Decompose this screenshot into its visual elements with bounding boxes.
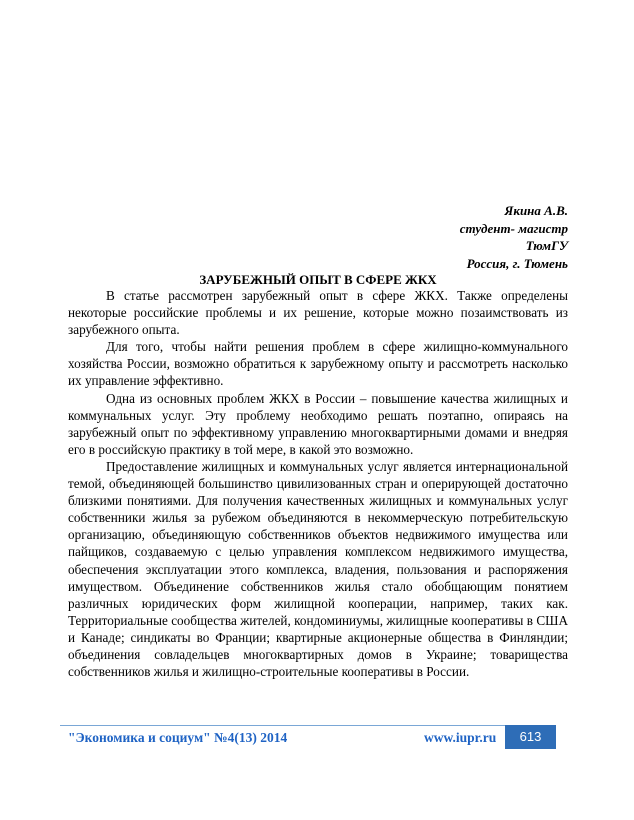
author-block [460,202,568,272]
paragraph-2: Для того, чтобы найти решения проблем в сфере жилищно-коммунального хозяйства России, возможно обратиться к зарубежному опыту и рассмотреть насколько их управление эффективно. [68,339,568,389]
author-university: ТюмГУ [525,238,568,254]
author-name: Якина А.В. [504,203,568,218]
site-link[interactable]: www.iupr.ru [424,730,497,745]
paragraph-3: Одна из основных проблем ЖКХ в России – повышение качества жилищных и коммунальных услуг. Эту проблему необходимо решать поэтапно, опираясь на зарубежный опыт по эффективному управлению многоквартирными домами и внедряя его в российскую практику в той мере, в какой это возможно. [68,390,568,457]
journal-name: "Экономика и социум" №4(13) 2014 [68,730,288,745]
footer-divider [60,725,556,726]
paragraph-4: Предоставление жилищных и коммунальных услуг является интернациональной темой, объединяющей большинство цивилизованных стран и оперирующей достаточно близкими понятиями. Для получения качественных жилищных и коммунальных услуг собственники жилья за рубежом объединяются в некоммерческую потребительскую организацию, объединяющую собственников объектов недвижимого имущества или пайщиков, создаваемую с целью управления комплексом недвижимого имущества, обеспечения эксплуатации этого комплекса, владения, пользования и распоряжения имуществом. Объединение собственников жилья стало обобщающим понятием различных юридических форм жилищной кооперации, например, таких как. Территориальные сообщества жителей, кондоминиумы, жилищные кооперативы в США и Канаде; синдикаты во Франции; квартирные акционерные общества в Финляндии; объединения совладельцев многоквартирных домов в Украине; товарищества собственников жилья и жилищно-строительные кооперативы в России. [68,458,568,680]
article-title: ЗАРУБЕЖНЫЙ ОПЫТ В СФЕРЕ ЖКХ [199,272,437,287]
author-position: студент- магистр [459,220,568,236]
page-number-badge: 613 [505,725,556,749]
paragraph-1: В статье рассмотрен зарубежный опыт в сфере ЖКХ. Также определены некоторые российские проблемы и их решение, которые можно позаимствовать из зарубежного опыта. [68,288,568,338]
author-location: Россия, г. Тюмень [466,255,568,271]
article-body [68,287,568,680]
